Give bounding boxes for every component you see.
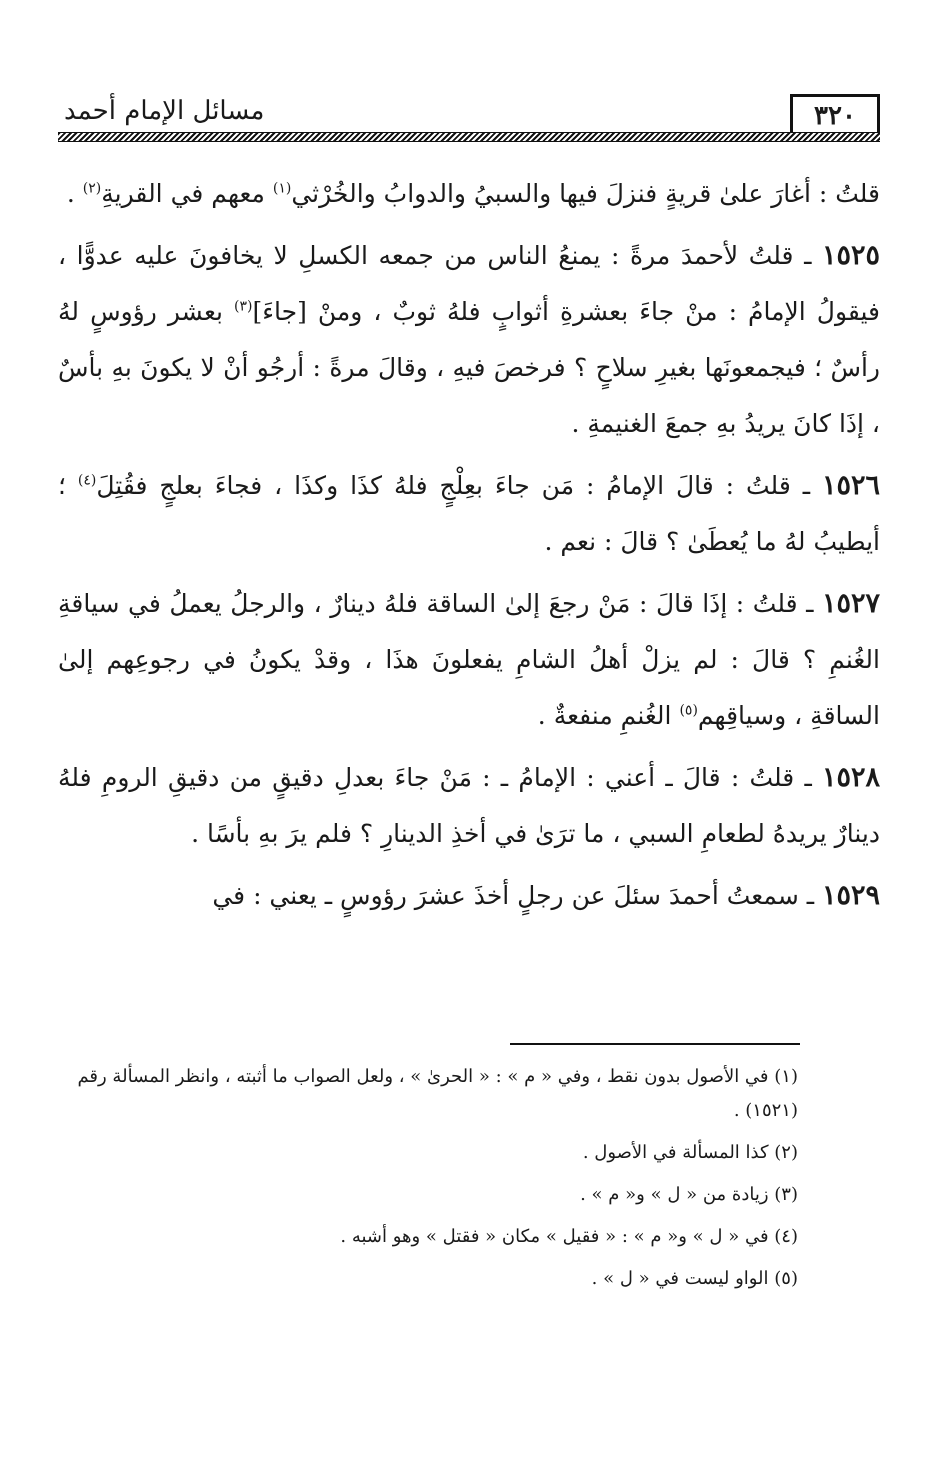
paragraph-1527 xyxy=(58,576,880,744)
paragraph-1529 xyxy=(58,868,880,924)
book-title: مسائل الإمام أحمد xyxy=(64,96,265,126)
paragraph-text: قلتُ : أغارَ علىٰ قريةٍ فنزلَ فيها والسبيُ والدوابُ والخُرْثي xyxy=(291,179,880,208)
footnote-ref: (١) xyxy=(272,180,292,197)
footnote-5: (٥) الواو ليست في « ل » . xyxy=(591,1268,798,1289)
footnote-separator xyxy=(510,1043,800,1045)
issue-number: ١٥٢٥ xyxy=(821,240,880,271)
footnote-4: (٤) في « ل » و« م » : « فقيل » مكان « فقتل » وهو أشبه . xyxy=(340,1226,798,1247)
paragraph-text: ـ قلتُ : إذَا قالَ : مَنْ رجعَ إلىٰ الساقة فلهُ دينارٌ ، والرجلُ يعملُ في سياقةِ الغُنمِ ؟ قالَ : لم يزلْ أهلُ الشامِ يفعلونَ هذَا ، وقدْ يكونُ في رجوعِهم إلىٰ الساقةِ ، وسياقِهم xyxy=(58,589,880,730)
header-rule xyxy=(58,132,880,142)
footnote-ref: (٢) xyxy=(82,180,102,197)
footnote-2: (٢) كذا المسألة في الأصول . xyxy=(582,1142,798,1163)
page-number: ٣٢٠ xyxy=(790,94,880,134)
paragraph-text: ـ قلتُ : قالَ الإمامُ : مَن جاءَ بعِلْجٍ فلهُ كذَا وكذَا ، فجاءَ بعلجٍ فقُتِلَ xyxy=(96,471,822,500)
page-header xyxy=(58,92,880,152)
paragraph-text: بعشر رؤوسٍ لهُ رأسٌ ؛ فيجمعونَها بغيرِ سلاحٍ ؟ فرخصَ فيهِ ، وقالَ مرةً : أرجُو أنْ لا يكونَ بهِ بأسٌ ، إذَا كانَ يريدُ بهِ جمعَ الغنيمةِ . xyxy=(58,297,880,438)
paragraph-text: ـ قلتُ لأحمدَ مرةً : يمنعُ الناس من جمعه الكسلِ لا يخافونَ عليه عدوًّا ، فيقولُ الإمامُ : منْ جاءَ بعشرةِ أثوابٍ فلهُ ثوبٌ ، ومنْ [جاءَ] xyxy=(58,241,880,326)
issue-number: ١٥٢٩ xyxy=(821,880,880,911)
paragraph-text: ؛ أيطيبُ لهُ ما يُعطَىٰ ؟ قالَ : نعم . xyxy=(58,471,880,556)
paragraph-text: . xyxy=(66,179,83,208)
issue-number: ١٥٢٦ xyxy=(821,470,880,501)
paragraph-1526 xyxy=(58,458,880,570)
issue-number: ١٥٢٨ xyxy=(821,762,880,793)
footnote-3: (٣) زيادة من « ل » و« م » . xyxy=(580,1184,798,1205)
paragraph-text: ـ قلتُ : قالَ ـ أعني : الإمامُ ـ : مَنْ جاءَ بعدلِ دقيقٍ من دقيقِ الرومِ فلهُ دينارٌ يريدهُ لطعامِ السبي ، ما ترَىٰ في أخذِ الدينارِ ؟ فلم يرَ بهِ بأسًا . xyxy=(58,763,880,848)
paragraph-1525 xyxy=(58,228,880,452)
footnote-ref: (٥) xyxy=(679,702,698,719)
paragraph-intro xyxy=(58,166,880,222)
footnote-1: (١) في الأصول بدون نقط ، وفي « م » : « الحرىٰ » ، ولعل الصواب ما أثبته ، وانظر المسألة رقم (١٥٢١) . xyxy=(77,1066,798,1121)
issue-number: ١٥٢٧ xyxy=(821,588,880,619)
footnote-ref: (٣) xyxy=(234,298,253,315)
paragraph-text: معهم في القريةِ xyxy=(101,179,273,208)
paragraph-1528 xyxy=(58,750,880,862)
footnotes xyxy=(58,1060,798,1304)
footnote-ref: (٤) xyxy=(77,472,97,489)
paragraph-text: الغُنمِ منفعةٌ . xyxy=(537,701,680,730)
paragraph-text: ـ سمعتُ أحمدَ سئلَ عن رجلٍ أخذَ عشرَ رؤوسٍ ـ يعني : في xyxy=(212,881,822,910)
main-text xyxy=(58,166,880,930)
